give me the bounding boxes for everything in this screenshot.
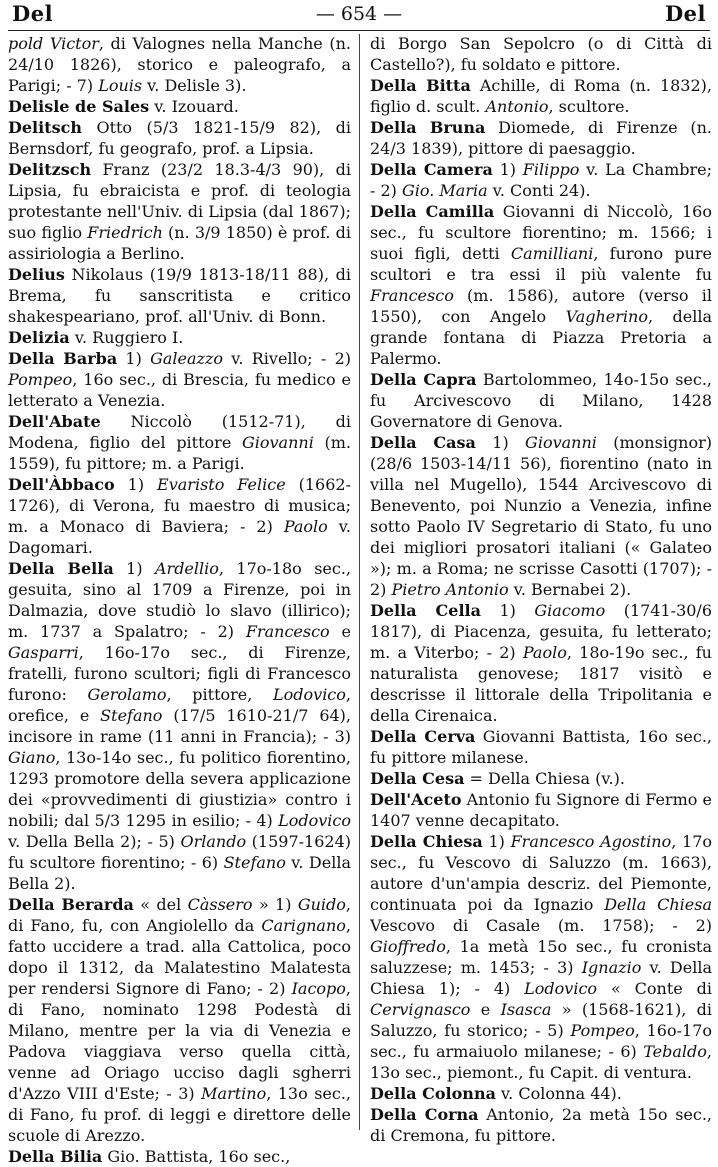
entry-italic-text: Gerolamo xyxy=(87,685,167,704)
entry-text: 1) xyxy=(117,349,151,368)
entry-italic-text: Francesco xyxy=(370,286,454,305)
left-column xyxy=(8,33,351,1167)
entry-headword: Delitsch xyxy=(8,118,82,137)
dictionary-entry xyxy=(8,474,351,558)
header-rule xyxy=(8,30,710,31)
entry-text: v. Della Bella 2). xyxy=(8,853,351,893)
entry-text: , 13o sec., di Fano, fu prof. di leggi e direttore delle scuole di Arezzo. xyxy=(8,1084,352,1145)
entry-headword: Della Capra xyxy=(370,370,477,389)
dictionary-entry xyxy=(370,117,712,159)
entry-headword: Della Corna xyxy=(370,1105,479,1124)
entry-text: 1) xyxy=(475,433,526,452)
entry-text: Giovanni di Niccolò, 16o sec., fu scultore fiorentino; m. 1566; i suoi figli, detti xyxy=(370,202,712,263)
entry-text: , furono pure scultori e tra essi il più valente fu xyxy=(370,244,712,284)
entry-italic-text: Giano xyxy=(8,748,56,767)
entry-text: » 1) xyxy=(252,895,298,914)
entry-headword: Della Bilia xyxy=(8,1147,103,1166)
entry-headword: Dell'Aceto xyxy=(370,790,462,809)
entry-text: Vescovo di Casale (m. 1758); - 2) xyxy=(370,916,712,935)
dictionary-entry xyxy=(8,159,351,264)
entry-italic-text: Pompeo xyxy=(570,1021,635,1040)
entry-italic-text: Giovanni xyxy=(241,433,314,452)
entry-text: » (1568-1621), di Saluzzo, fu storico; - 5) xyxy=(370,1000,713,1040)
entry-italic-text: Martino xyxy=(201,1084,267,1103)
entry-text: v. Delisle 3). xyxy=(142,76,247,95)
entry-text: e xyxy=(470,1000,501,1019)
entry-text: , 1a metà 15o sec., fu cronista saluzzese; m. 1453; - 3) xyxy=(370,937,712,977)
entry-text: 1) xyxy=(480,601,535,620)
entry-italic-text: Gasparri xyxy=(8,643,79,662)
entry-italic-text: Gioffredo xyxy=(370,937,446,956)
entry-italic-text: Antonio xyxy=(485,97,549,116)
entry-text: (m. 1559), fu pittore; m. a Parigi. xyxy=(8,433,351,473)
entry-headword: Delitzsch xyxy=(8,160,92,179)
entry-text: v. Della Chiesa 1); - 4) xyxy=(370,958,713,998)
entry-text: Bartolommeo, 14o-15o sec., fu Arcivescovo di Milano, 1428 Governatore di Genova. xyxy=(370,370,713,431)
entry-headword: Delizia xyxy=(8,328,70,347)
entry-text: Niccolò (1512-71), di Modena, figlio del pittore xyxy=(8,412,351,452)
entry-text: v. Ruggiero I. xyxy=(69,328,184,347)
dictionary-entry xyxy=(8,117,351,159)
entry-italic-text: Lodovico xyxy=(524,979,598,998)
entry-headword: Delisle de Sales xyxy=(8,97,150,116)
dictionary-entry xyxy=(370,768,712,789)
entry-italic-text: Tebaldo xyxy=(643,1042,707,1061)
entry-italic-text: Lodovico xyxy=(278,811,351,830)
entry-italic-text: Francesco xyxy=(245,622,330,641)
dictionary-entry xyxy=(8,894,351,1146)
entry-headword: Della Camera xyxy=(370,160,493,179)
entry-text: (1662-1726), di Verona, fu maestro di musica; m. a Monaco di Baviera; - 2) xyxy=(8,475,352,536)
entry-text: Franz (23/2 18.3-4/3 90), di Lipsia, fu ebraicista e prof. di teologia protestante nell'Univ. di Lipsia (dal 1867); suo figlio xyxy=(8,160,351,242)
entry-text: 1) xyxy=(113,559,155,578)
entry-text: Achille, di Roma (n. 1832), figlio d. scult. xyxy=(370,76,712,116)
entry-italic-text: Francesco Agostino xyxy=(510,832,672,851)
entry-headword: Della Chiesa xyxy=(370,832,483,851)
dictionary-entry xyxy=(8,1146,351,1167)
entry-italic-text: Filippo xyxy=(522,160,580,179)
entry-text: (17/5 1610-21/7 64), incisore in rame (11 anni in Francia); - 3) xyxy=(8,706,351,746)
entry-text: v. Izouard. xyxy=(149,97,239,116)
entry-text: (monsignor) (28/6 1503-14/11 56), fiorentino (nato in villa nel Mugello), 1544 Arcivescovo di Benevento, poi Nunzio a Venezia, infine sotto Paolo IV Segretario di Stato, fu uno dei migliori prosatori italiani (« Galateo »); m. a Roma; ne scrisse Casotti (1707); - 2) xyxy=(370,433,712,599)
entry-text: Diomede, di Firenze (n. 24/3 1839), pittore di paesaggio. xyxy=(370,118,713,158)
dictionary-entry xyxy=(8,348,351,411)
entry-text: , 16o-17o sec., fu armaiuolo milanese; - 6) xyxy=(370,1021,713,1061)
entry-italic-text: Giacomo xyxy=(534,601,606,620)
dictionary-entry xyxy=(370,201,712,369)
entry-italic-text: Camilliani xyxy=(510,244,594,263)
entry-italic-text: Càssero xyxy=(187,895,253,914)
dictionary-entry xyxy=(8,264,351,327)
dictionary-entry xyxy=(370,726,712,768)
header-right-guideword: Del xyxy=(664,1,706,26)
entry-italic-text: Vagherino xyxy=(565,307,648,326)
entry-headword: Della Barba xyxy=(8,349,118,368)
entry-italic-text: Orlando xyxy=(180,832,247,851)
entry-text: v. Bernabei 2). xyxy=(508,580,632,599)
entry-italic-text: Ignazio xyxy=(581,958,642,977)
entry-italic-text: Pompeo xyxy=(8,370,73,389)
entry-text: = Della Chiesa (v.). xyxy=(464,769,625,788)
entry-text: 1) xyxy=(482,832,511,851)
dictionary-entry xyxy=(8,558,351,894)
entry-text: , 18o-19o sec., fu naturalista genovese; 1817 visitò e descrisse il littorale della Tripolitania e della Cirenaica. xyxy=(370,643,712,725)
entry-italic-text: Friedrich xyxy=(87,223,163,242)
entry-text: Antonio fu Signore di Fermo e 1407 venne decapitato. xyxy=(370,790,712,830)
entry-text: Otto (5/3 1821-15/9 82), di Bernsdorf, fu geografo, prof. a Lipsia. xyxy=(8,118,351,158)
dictionary-entry xyxy=(8,33,351,96)
dictionary-entry xyxy=(8,96,351,117)
entry-headword: Della Bruna xyxy=(370,118,486,137)
entry-text: , della grande fontana di Piazza Pretoria a Palermo. xyxy=(370,307,712,368)
entry-italic-text: Guido xyxy=(297,895,346,914)
entry-text: , di Fano, fu, con Angiolello da xyxy=(8,895,351,935)
entry-text: (m. 1586), autore (verso il 1550), con Angelo xyxy=(370,286,712,326)
entry-text: v. Conti 24). xyxy=(487,181,591,200)
entry-italic-text: Louis xyxy=(98,76,143,95)
page-header xyxy=(0,0,718,30)
entry-headword: Della Cella xyxy=(370,601,481,620)
entry-headword: Della Colonna xyxy=(370,1084,496,1103)
entry-italic-text: Iacopo xyxy=(291,979,346,998)
dictionary-entry xyxy=(8,411,351,474)
entry-text: Giovanni Battista, 16o sec., fu pittore milanese. xyxy=(370,727,712,767)
entry-text: di Borgo San Sepolcro (o di Città di Castello?), fu soldato e pittore. xyxy=(370,34,712,74)
dictionary-entry xyxy=(370,789,712,831)
entry-italic-text: Galeazzo xyxy=(150,349,224,368)
entry-headword: Delius xyxy=(8,265,65,284)
entry-headword: Della Bitta xyxy=(370,76,471,95)
dictionary-entry xyxy=(370,1104,712,1146)
dictionary-entry xyxy=(370,75,712,117)
dictionary-entry xyxy=(370,159,712,201)
entry-headword: Dell'Abate xyxy=(8,412,101,431)
entry-text: , 17o-18o sec., gesuita, sino al 1709 a Firenze, poi in Dalmazia, dove studiò lo slavo (illirico); m. 1737 a Spalatro; - 2) xyxy=(8,559,352,641)
entry-text: , 16o sec., di Brescia, fu medico e letterato a Venezia. xyxy=(8,370,351,410)
entry-text: v. La Chambre; - 2) xyxy=(370,160,713,200)
entry-text: « del xyxy=(133,895,188,914)
entry-italic-text: Evaristo Felice xyxy=(157,475,286,494)
entry-text: (1597-1624) fu scultore fiorentino; - 6) xyxy=(8,832,351,872)
entry-italic-text: Della Chiesa xyxy=(604,895,712,914)
entry-text: , fatto uccidere a trad. alla Cattolica, poco dopo il 1312, da Malatestino Malatesta per rendersi Signore di Fano; - 2) xyxy=(8,916,351,998)
entry-italic-text: Paolo xyxy=(283,517,328,536)
entry-headword: Della Cerva xyxy=(370,727,476,746)
entry-italic-text: Paolo xyxy=(522,643,567,662)
page-number: — 654 — xyxy=(315,3,403,25)
entry-italic-text: pold Victor xyxy=(8,34,99,53)
entry-text: , orefice, e xyxy=(8,685,351,725)
entry-text: « Conte di xyxy=(597,979,712,998)
entry-italic-text: Lodovico xyxy=(273,685,346,704)
entry-headword: Della Cesa xyxy=(370,769,465,788)
entry-italic-text: Cervignasco xyxy=(370,1000,471,1019)
entry-italic-text: Carignano xyxy=(261,916,346,935)
entry-text: (1741-30/6 1817), di Piacenza, gesuita, fu letterato; m. a Viterbo; - 2) xyxy=(370,601,712,662)
entry-text: v. Della Bella 2); - 5) xyxy=(8,832,181,851)
column-divider xyxy=(359,34,360,1130)
entry-text: v. Rivello; - 2) xyxy=(223,349,352,368)
entry-text: , di Valognes nella Manche (n. 24/10 1826), storico e paleografo, a Parigi; - 7) xyxy=(8,34,351,95)
dictionary-entry xyxy=(370,33,712,75)
right-column xyxy=(370,33,712,1146)
header-left-guideword: Del xyxy=(12,1,54,26)
entry-text: Antonio, 2a metà 15o sec., di Cremona, fu pittore. xyxy=(370,1105,713,1145)
entry-italic-text: Stefano xyxy=(223,853,286,872)
dictionary-entry xyxy=(370,600,712,726)
entry-text: , di Fano, nominato 1298 Podestà di Milano, mentre per la via di Venezia e Padova viaggiava verso quella città, venne ad Oriago ucciso dagli sgherri d'Azzo VIII d'Este; - 3) xyxy=(8,979,351,1103)
entry-headword: Della Berarda xyxy=(8,895,134,914)
entry-text: , pittore, xyxy=(166,685,274,704)
entry-text: , 13o sec., piemont., fu Capit. di ventura. xyxy=(370,1042,712,1082)
entry-text: v. Dagomari. xyxy=(8,517,352,557)
entry-text: v. Colonna 44). xyxy=(495,1084,622,1103)
entry-italic-text: Ardellio xyxy=(154,559,219,578)
entry-text: , 16o-17o sec., di Firenze, fratelli, furono scultori; figli di Francesco furono: xyxy=(8,643,351,704)
entry-text: 1) xyxy=(114,475,158,494)
entry-text: Nikolaus (19/9 1813-18/11 88), di Brema, fu sanscritista e critico shakespeariano, prof. all'Univ. di Bonn. xyxy=(8,265,351,326)
dictionary-entry xyxy=(370,831,712,1083)
entry-italic-text: Giovanni xyxy=(525,433,597,452)
entry-italic-text: Pietro Antonio xyxy=(391,580,509,599)
entry-headword: Della Bella xyxy=(8,559,114,578)
dictionary-entry xyxy=(8,327,351,348)
entry-headword: Della Casa xyxy=(370,433,476,452)
entry-text: e xyxy=(329,622,351,641)
entry-italic-text: Stefano xyxy=(100,706,163,725)
entry-headword: Della Camilla xyxy=(370,202,495,221)
dictionary-entry xyxy=(370,1083,712,1104)
entry-text: , 13o-14o sec., fu politico fiorentino, 1293 promotore della severa applicazione dei «provvedimenti di giustizia» contro i nobili; dal 5/3 1295 in esilio; - 4) xyxy=(8,748,351,830)
entry-text: 1) xyxy=(492,160,523,179)
dictionary-entry xyxy=(370,369,712,432)
dictionary-entry xyxy=(370,432,712,600)
entry-text: Gio. Battista, 16o sec., xyxy=(102,1147,291,1166)
entry-text: , scultore. xyxy=(548,97,630,116)
entry-headword: Dell'Àbbaco xyxy=(8,475,115,494)
entry-text: (n. 3/9 1850) è prof. di assiriologia a Berlino. xyxy=(8,223,351,263)
entry-text: , 17o sec., fu Vescovo di Saluzzo (m. 1663), autore d'un'ampia descriz. del Piemonte, continuata poi da Ignazio xyxy=(370,832,713,914)
entry-italic-text: Gio. Maria xyxy=(402,181,488,200)
entry-italic-text: Isasca xyxy=(500,1000,552,1019)
